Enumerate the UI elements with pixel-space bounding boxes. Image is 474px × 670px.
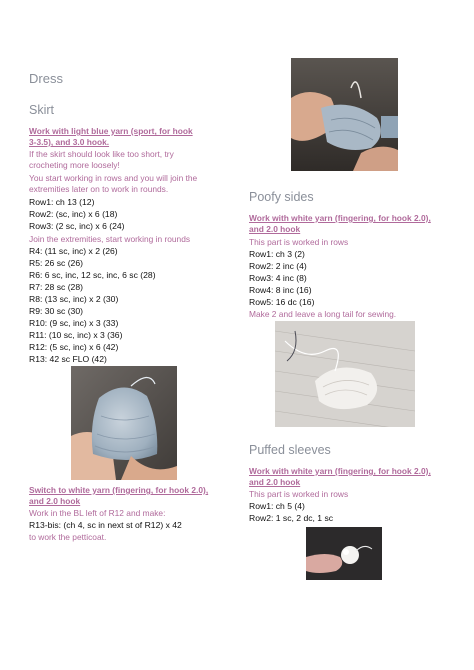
- poofy-yarn-line-2: and 2.0 hook: [249, 224, 301, 234]
- pattern-round: R4: (11 sc, inc) x 2 (26): [29, 246, 118, 256]
- pattern-row: Row1: ch 5 (4): [249, 501, 305, 511]
- pattern-round: R10: (9 sc, inc) x 3 (33): [29, 318, 119, 328]
- heading-poofy-sides: Poofy sides: [249, 190, 314, 204]
- pattern-row: Row5: 16 dc (16): [249, 297, 315, 307]
- photo-hand-crochet: [291, 58, 398, 171]
- switch-yarn-line-2: and 2.0 hook: [29, 496, 81, 506]
- pattern-round: R5: 26 sc (26): [29, 258, 83, 268]
- sleeves-yarn-line-2: and 2.0 hook: [249, 477, 301, 487]
- pattern-row: Row4: 8 inc (16): [249, 285, 312, 295]
- pattern-row: Row3: 4 inc (8): [249, 273, 307, 283]
- skirt-yarn-line-1: Work with light blue yarn (sport, for hook: [29, 126, 193, 136]
- pattern-round: R7: 28 sc (28): [29, 282, 83, 292]
- sleeves-yarn-line-1: Work with white yarn (fingering, for hook 2.0),: [249, 466, 431, 476]
- photo-puffed-sleeve: [306, 527, 382, 580]
- skirt-yarn-line-2: 3-3.5), and 3.0 hook.: [29, 137, 110, 147]
- heading-puffed-sleeves: Puffed sleeves: [249, 443, 331, 457]
- section-title-dress: Dress: [29, 71, 63, 86]
- heading-skirt: Skirt: [29, 103, 54, 117]
- photo-skirt: [71, 366, 177, 480]
- sleeves-rows-note: This part is worked in rows: [249, 489, 349, 499]
- pattern-round: R13: 42 sc FLO (42): [29, 354, 107, 364]
- note-short-skirt-2: crocheting more loosely!: [29, 160, 120, 170]
- pattern-round: R11: (10 sc, inc) x 3 (36): [29, 330, 123, 340]
- photo-poofy-sides: [275, 321, 415, 427]
- pattern-row: Row3: (2 sc, inc) x 6 (24): [29, 221, 125, 231]
- bl-note: Work in the BL left of R12 and make:: [29, 508, 166, 518]
- pattern-row: Row2: (sc, inc) x 6 (18): [29, 209, 118, 219]
- pattern-round: R9: 30 sc (30): [29, 306, 83, 316]
- pattern-round: R6: 6 sc, inc, 12 sc, inc, 6 sc (28): [29, 270, 156, 280]
- pattern-row: Row2: 2 inc (4): [249, 261, 307, 271]
- note-short-skirt-1: If the skirt should look like too short, try: [29, 149, 174, 159]
- switch-yarn-line-1: Switch to white yarn (fingering, for hook 2.0),: [29, 485, 209, 495]
- pattern-row: Row1: ch 3 (2): [249, 249, 305, 259]
- pattern-round: R8: (13 sc, inc) x 2 (30): [29, 294, 119, 304]
- poofy-end-note: Make 2 and leave a long tail for sewing.: [249, 309, 397, 319]
- poofy-yarn-line-1: Work with white yarn (fingering, for hook 2.0),: [249, 213, 431, 223]
- petticoat-note: to work the petticoat.: [29, 532, 107, 542]
- pattern-round: R12: (5 sc, inc) x 6 (42): [29, 342, 119, 352]
- pattern-row: Row2: 1 sc, 2 dc, 1 sc: [249, 513, 334, 523]
- pattern-row: Row1: ch 13 (12): [29, 197, 95, 207]
- poofy-rows-note: This part is worked in rows: [249, 237, 349, 247]
- pattern-round-bis: R13-bis: (ch 4, sc in next st of R12) x 42: [29, 520, 182, 530]
- join-note: Join the extremities, start working in rounds: [29, 234, 191, 244]
- note-rows-2: extremities later on to work in rounds.: [29, 184, 169, 194]
- note-rows-1: You start working in rows and you will join the: [29, 173, 198, 183]
